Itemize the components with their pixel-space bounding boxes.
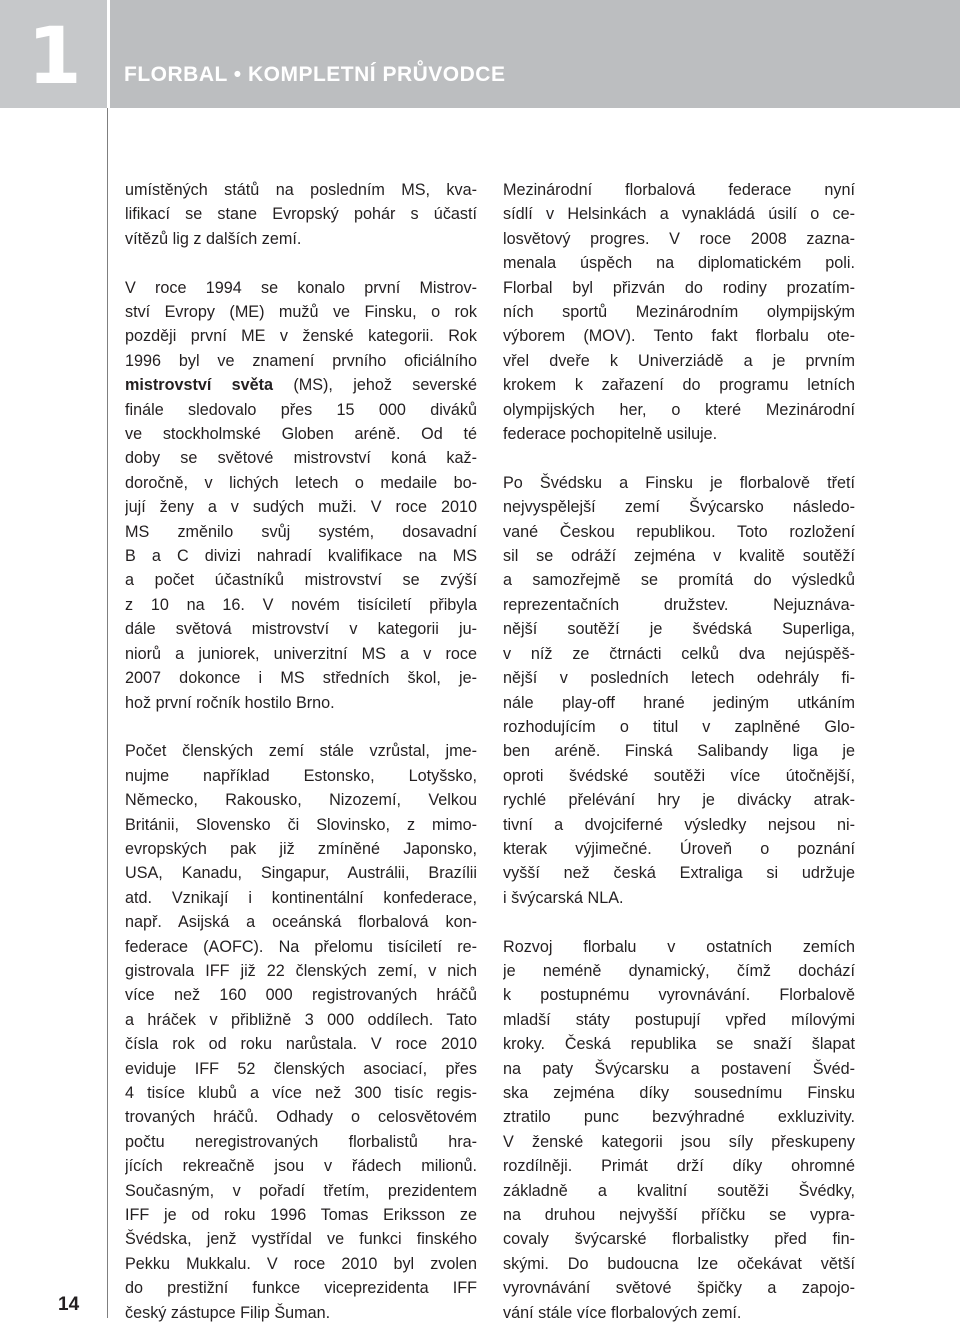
page-number: 14	[58, 1294, 80, 1315]
text-line: vyrovnávání světové špičky a zapojo-	[503, 1279, 855, 1298]
text-line: menala úspěch na diplomatickém poli.	[503, 254, 855, 273]
text-line: Švédska, jenž vystřídal ve funkci finského	[125, 1230, 477, 1249]
text-line: Počet členských zemí stále vzrůstal, jme-	[125, 742, 477, 761]
text-line: doby se světové mistrovství koná kaž-	[125, 449, 477, 468]
text-line: a samozřejmě se promítá do výsledků	[503, 571, 855, 590]
text-line: a hráček v přibližně 3 000 oddílech. Tato	[125, 1010, 477, 1029]
text-line: B a C divizi nahradí kvalifikace na MS	[125, 547, 477, 566]
text-line: 1996 byl ve znamení prvního oficiálního	[125, 351, 477, 370]
text-line: Německo, Rakousko, Nizozemí, Velkou	[125, 791, 477, 810]
text-line: ben aréně. Finská Salibandy liga je	[503, 742, 855, 761]
text-line: niorů a juniorek, univerzitní MS a v roce	[125, 644, 477, 663]
text-line: počtu neregistrovaných florbalistů hra-	[125, 1132, 477, 1151]
text-line: v níž ze čtrnácti celků dva nejúspěš-	[503, 644, 855, 663]
text-line: ska zejména díky sousednímu Finsku	[503, 1084, 855, 1102]
text-line: mistrovství světa (MS), jehož severské	[125, 376, 477, 395]
chapter-box	[0, 0, 107, 108]
text-line: USA, Kanadu, Singapur, Austrálii, Brazílii	[125, 864, 477, 883]
text-line: gistrovala IFF již 22 členských zemí, v nich	[125, 961, 477, 980]
text-line: na druhou nejvyšší příčku se vypra-	[503, 1206, 855, 1225]
text-line: jících rekreačně jsou v řádech milionů.	[125, 1157, 477, 1176]
bold-term: mistrovství světa	[125, 376, 274, 395]
text-line: k postupnému vyrovnávání. Florbalově	[503, 986, 855, 1005]
text-line: i švýcarská NLA.	[503, 888, 624, 907]
text-line: 4 tisíce klubů a více než 300 tisíc regis-	[125, 1084, 477, 1102]
text-line: nujme například Estonsko, Lotyšsko,	[125, 766, 477, 785]
paragraph	[503, 471, 855, 910]
text-line: Mezinárodní florbalová federace nyní	[503, 181, 855, 199]
text-line: V roce 1994 se konalo první Mistrov-	[125, 278, 477, 297]
text-line: vítězů lig z dalších zemí.	[125, 229, 302, 248]
text-line: hož první ročník hostilo Brno.	[125, 693, 335, 712]
running-title: FLORBAL • KOMPLETNÍ PRŮVODCE	[124, 63, 506, 86]
text-line: a počet účastníků mistrovství se zvýší	[125, 571, 477, 590]
text-line: rychlé přelévání hry je divácky atrak-	[503, 791, 855, 810]
text-line: na paty Švýcarsku a postavení Švéd-	[503, 1059, 855, 1078]
text-line: oproti švédské soutěži více útočnější,	[503, 766, 855, 785]
margin-rule	[107, 108, 108, 1318]
text-line: z 10 na 16. V novém tisíciletí přibyla	[125, 595, 477, 614]
text-line: čísla rok od roku narůstala. V roce 2010	[125, 1035, 477, 1054]
text-line: finále sledovalo přes 15 000 diváků	[125, 400, 477, 419]
text-line: eviduje IFF 52 členských asociací, přes	[125, 1059, 477, 1078]
text-line: covaly švýcarské florbalistky před fin-	[503, 1230, 855, 1249]
text-line: tivní a dvojciferné výsledky nejsou ni-	[503, 815, 855, 834]
text-line: nější v posledních letech odehrály fi-	[503, 669, 855, 688]
text-line: do prestižní funkce viceprezidenta IFF	[125, 1279, 477, 1298]
text-line: IFF je od roku 1996 Tomas Eriksson ze	[125, 1206, 477, 1225]
text-line: vřel dveře k Univerziádě a je prvním	[503, 351, 855, 370]
text-line: český zástupce Filip Šuman.	[125, 1303, 331, 1322]
page-header	[0, 0, 960, 108]
text-line: sil se odráží zejména v kvalitě soutěží	[503, 547, 855, 566]
chapter-number: 1	[27, 12, 80, 102]
text-line: Florbal byl přizván do rodiny prozatím-	[503, 278, 855, 297]
text-line: výborem (MOV). Tento fakt florbalu ote-	[503, 327, 855, 346]
text-line: ve stockholmské Globen aréně. Od té	[125, 425, 477, 444]
text-line: dále světová mistrovství v kategorii ju-	[125, 620, 477, 639]
text-line: kroky. Česká republika se snaží šlapat	[503, 1035, 855, 1054]
right-column	[503, 178, 855, 1325]
text-line: kterak výjimečné. Úroveň o poznání	[503, 839, 855, 858]
text-line: lifikací se stane Evropský pohár s účastí	[125, 205, 477, 224]
text-line: losvětový progres. V roce 2008 zazna-	[503, 229, 855, 248]
text-line: evropských pak již zmíněné Japonsko,	[125, 839, 477, 858]
text-line: např. Asijská a oceánská florbalová kon-	[125, 913, 477, 932]
text-line: nejvyspělejší zemí Švýcarsko následo-	[503, 498, 855, 517]
paragraph	[125, 276, 477, 715]
left-column	[125, 178, 477, 1325]
text-line: Současným, v pořadí třetím, prezidentem	[125, 1181, 477, 1200]
text-line: ství Evropy (ME) mužů ve Finsku, o rok	[125, 303, 477, 322]
text-line: nále play-off hrané jediným utkáním	[503, 693, 855, 712]
text-line: federace (AOFC). Na přelomu tisíciletí re-	[125, 937, 477, 956]
text-line: později první ME v ženské kategorii. Rok	[125, 327, 477, 346]
text-line: skými. Do budoucna lze očekávat větší	[503, 1254, 855, 1273]
text-line: rozhodujícím o titul v zaplněné Glo-	[503, 717, 855, 736]
text-line: umístěných států na posledním MS, kva-	[125, 181, 477, 199]
text-line: Po Švédsku a Finsku je florbalově třetí	[503, 473, 855, 492]
text-line: reprezentačních družstev. Nejuznáva-	[503, 595, 855, 614]
text-line: ních sportů Mezinárodním olympijským	[503, 303, 855, 322]
text-line: základně a kvalitní soutěži Švédky,	[503, 1181, 855, 1200]
text-line: ztratilo punc bezvýhradné exkluzivity.	[503, 1108, 855, 1127]
text-line: Británii, Slovensko či Slovinsko, z mimo-	[125, 815, 477, 834]
text-line: krokem k zařazení do programu letních	[503, 376, 855, 395]
text-line: vyšší než česká Extraliga si udržuje	[503, 864, 855, 883]
paragraph	[503, 935, 855, 1325]
text-line: atd. Vznikají i kontinentální konfederace,	[125, 888, 477, 907]
text-line: MS změnilo svůj systém, dosavadní	[125, 522, 477, 541]
header-divider	[107, 0, 110, 108]
text-line: rozdílněji. Primát drží díky ohromné	[503, 1157, 855, 1176]
text-line: je neméně dynamický, čímž dochází	[503, 961, 855, 980]
text-line: doročně, v lichých letech o medaile bo-	[125, 473, 477, 492]
paragraph	[125, 739, 477, 1325]
text-line: vané Českou republikou. Toto rozložení	[503, 522, 855, 541]
text-line: olympijských her, o které Mezinárodní	[503, 400, 855, 419]
text-line: jují ženy a v sudých muži. V roce 2010	[125, 498, 477, 517]
text-line: Rozvoj florbalu v ostatních zemích	[503, 937, 855, 956]
text-line: trovaných hráčů. Odhady o celosvětovém	[125, 1108, 477, 1127]
text-line: federace pochopitelně usiluje.	[503, 425, 718, 444]
paragraph	[125, 178, 477, 251]
text-line: 2007 dokonce i MS středních škol, je-	[125, 669, 477, 688]
text-line: sídlí v Helsinkách a vynakládá úsilí o ce-	[503, 205, 855, 224]
text-line: Pekku Mukkalu. V roce 2010 byl zvolen	[125, 1254, 477, 1273]
text-line: vání stále více florbalových zemí.	[503, 1303, 742, 1322]
paragraph	[503, 178, 855, 446]
text-line: mladší státy postupují vpřed mílovými	[503, 1010, 855, 1029]
text-line: více než 160 000 registrovaných hráčů	[125, 986, 477, 1005]
text-line: V ženské kategorii jsou síly přeskupeny	[503, 1132, 855, 1151]
text-line: nější soutěží je švédská Superliga,	[503, 620, 855, 639]
